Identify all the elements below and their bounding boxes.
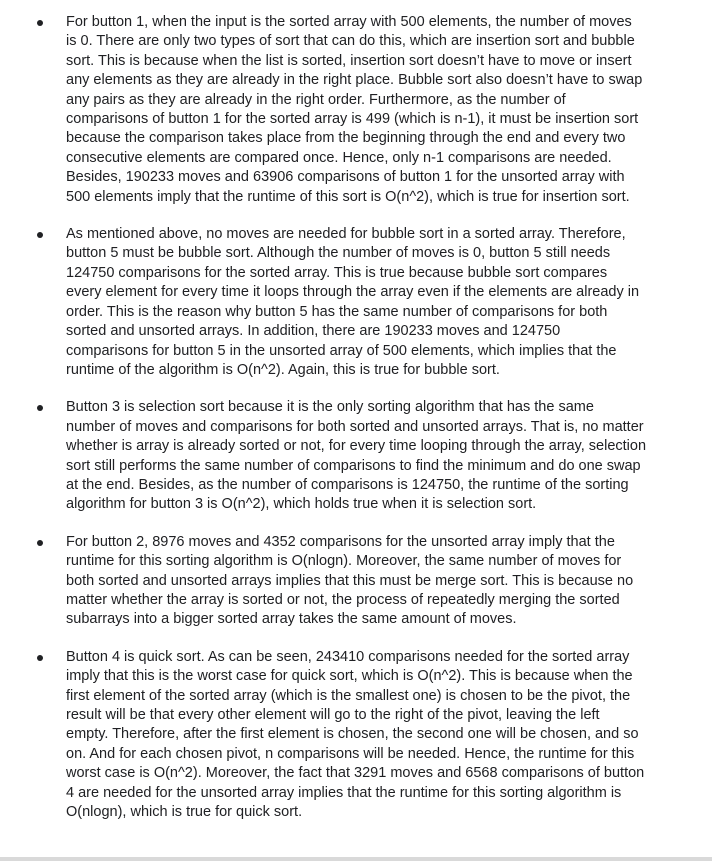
bullet-item-button-3 [0, 398, 646, 514]
bullet-dot-icon [37, 20, 43, 26]
bullet-text: For button 2, 8976 moves and 4352 comparisons for the unsorted array imply that the runtime for this sorting algorithm is O(nlogn). Moreover, the same number of moves for both sorted and unsorted arrays implies that this must be merge sort. This is because no matter whether the array is sorted or not, the process of repeatedly merging the sorted subarrays into a bigger sorted array takes the same amount of moves. [66, 533, 634, 628]
bullet-text: Button 3 is selection sort because it is the only sorting algorithm that has the same number of moves and comparisons for both sorted and unsorted arrays. That is, no matter whether is array is already sorted or not, for every time looping through the array, selection sort still performs the same number of comparisons to find the minimum and do one swap at the end. Besides, as the number of comparisons is 124750, the runtime of the sorting algorithm for button 3 is O(n^2), which holds true when it is selection sort. [66, 399, 647, 513]
bullet-dot-icon [37, 540, 43, 546]
bullet-item-button-1 [0, 13, 646, 207]
bullet-text: As mentioned above, no moves are needed for bubble sort in a sorted array. Therefore, button 5 must be bubble sort. Although the number of moves is 0, button 5 still needs 124750 comparisons for the sorted array. This is true because bubble sort compares every element for every time it loops through the array even if the elements are already in order. This is the reason why button 5 has the same number of comparisons for both sorted and unsorted arrays. In addition, there are 190233 moves and 124750 comparisons for button 5 in the unsorted array of 500 elements, which implies that the runtime of the algorithm is O(n^2). Again, this is true for bubble sort. [66, 226, 640, 378]
bullet-dot-icon [37, 232, 43, 238]
bullet-text: Button 4 is quick sort. As can be seen, 243410 comparisons needed for the sorted array imply that this is the worst case for quick sort, which is O(n^2). This is because when the first element of the sorted array (which is the smallest one) is chosen to be the pivot, the result will be that every other element will go to the right of the pivot, leaving the left empty. Therefore, after the first element is chosen, the second one will be chosen, and so on. And for each chosen pivot, n comparisons will be needed. Hence, the runtime for this worst case is O(n^2). Moreover, the fact that 3291 moves and 6568 comparisons of button 4 are needed for the unsorted array implies that the runtime for this sorting algorithm is O(nlogn), which is true for quick sort. [66, 648, 645, 821]
bullet-dot-icon [37, 405, 43, 411]
bullet-text: For button 1, when the input is the sorted array with 500 elements, the number of moves is 0. There are only two types of sort that can do this, which are insertion sort and bubble sort. This is because when the list is sorted, insertion sort doesn’t have to move or insert any elements as they are already in the right place. Bubble sort also doesn’t have to swap any pairs as they are already in the right order. Furthermore, as the number of comparisons of button 1 for the sorted array is 499 (which is n-1), it must be insertion sort because the comparison takes place from the beginning through the end and every two consecutive elements are compared once. Hence, only n-1 comparisons are needed. Besides, 190233 moves and 63906 comparisons of button 1 for the unsorted array with 500 elements imply that the runtime of this sort is O(n^2), which is true for insertion sort. [66, 14, 643, 205]
bullet-list [0, 13, 712, 840]
bullet-item-button-2 [0, 533, 646, 630]
bullet-item-button-5 [0, 225, 646, 380]
bullet-item-button-4 [0, 648, 646, 823]
bullet-dot-icon [37, 655, 43, 661]
page-bottom-divider [0, 857, 712, 861]
